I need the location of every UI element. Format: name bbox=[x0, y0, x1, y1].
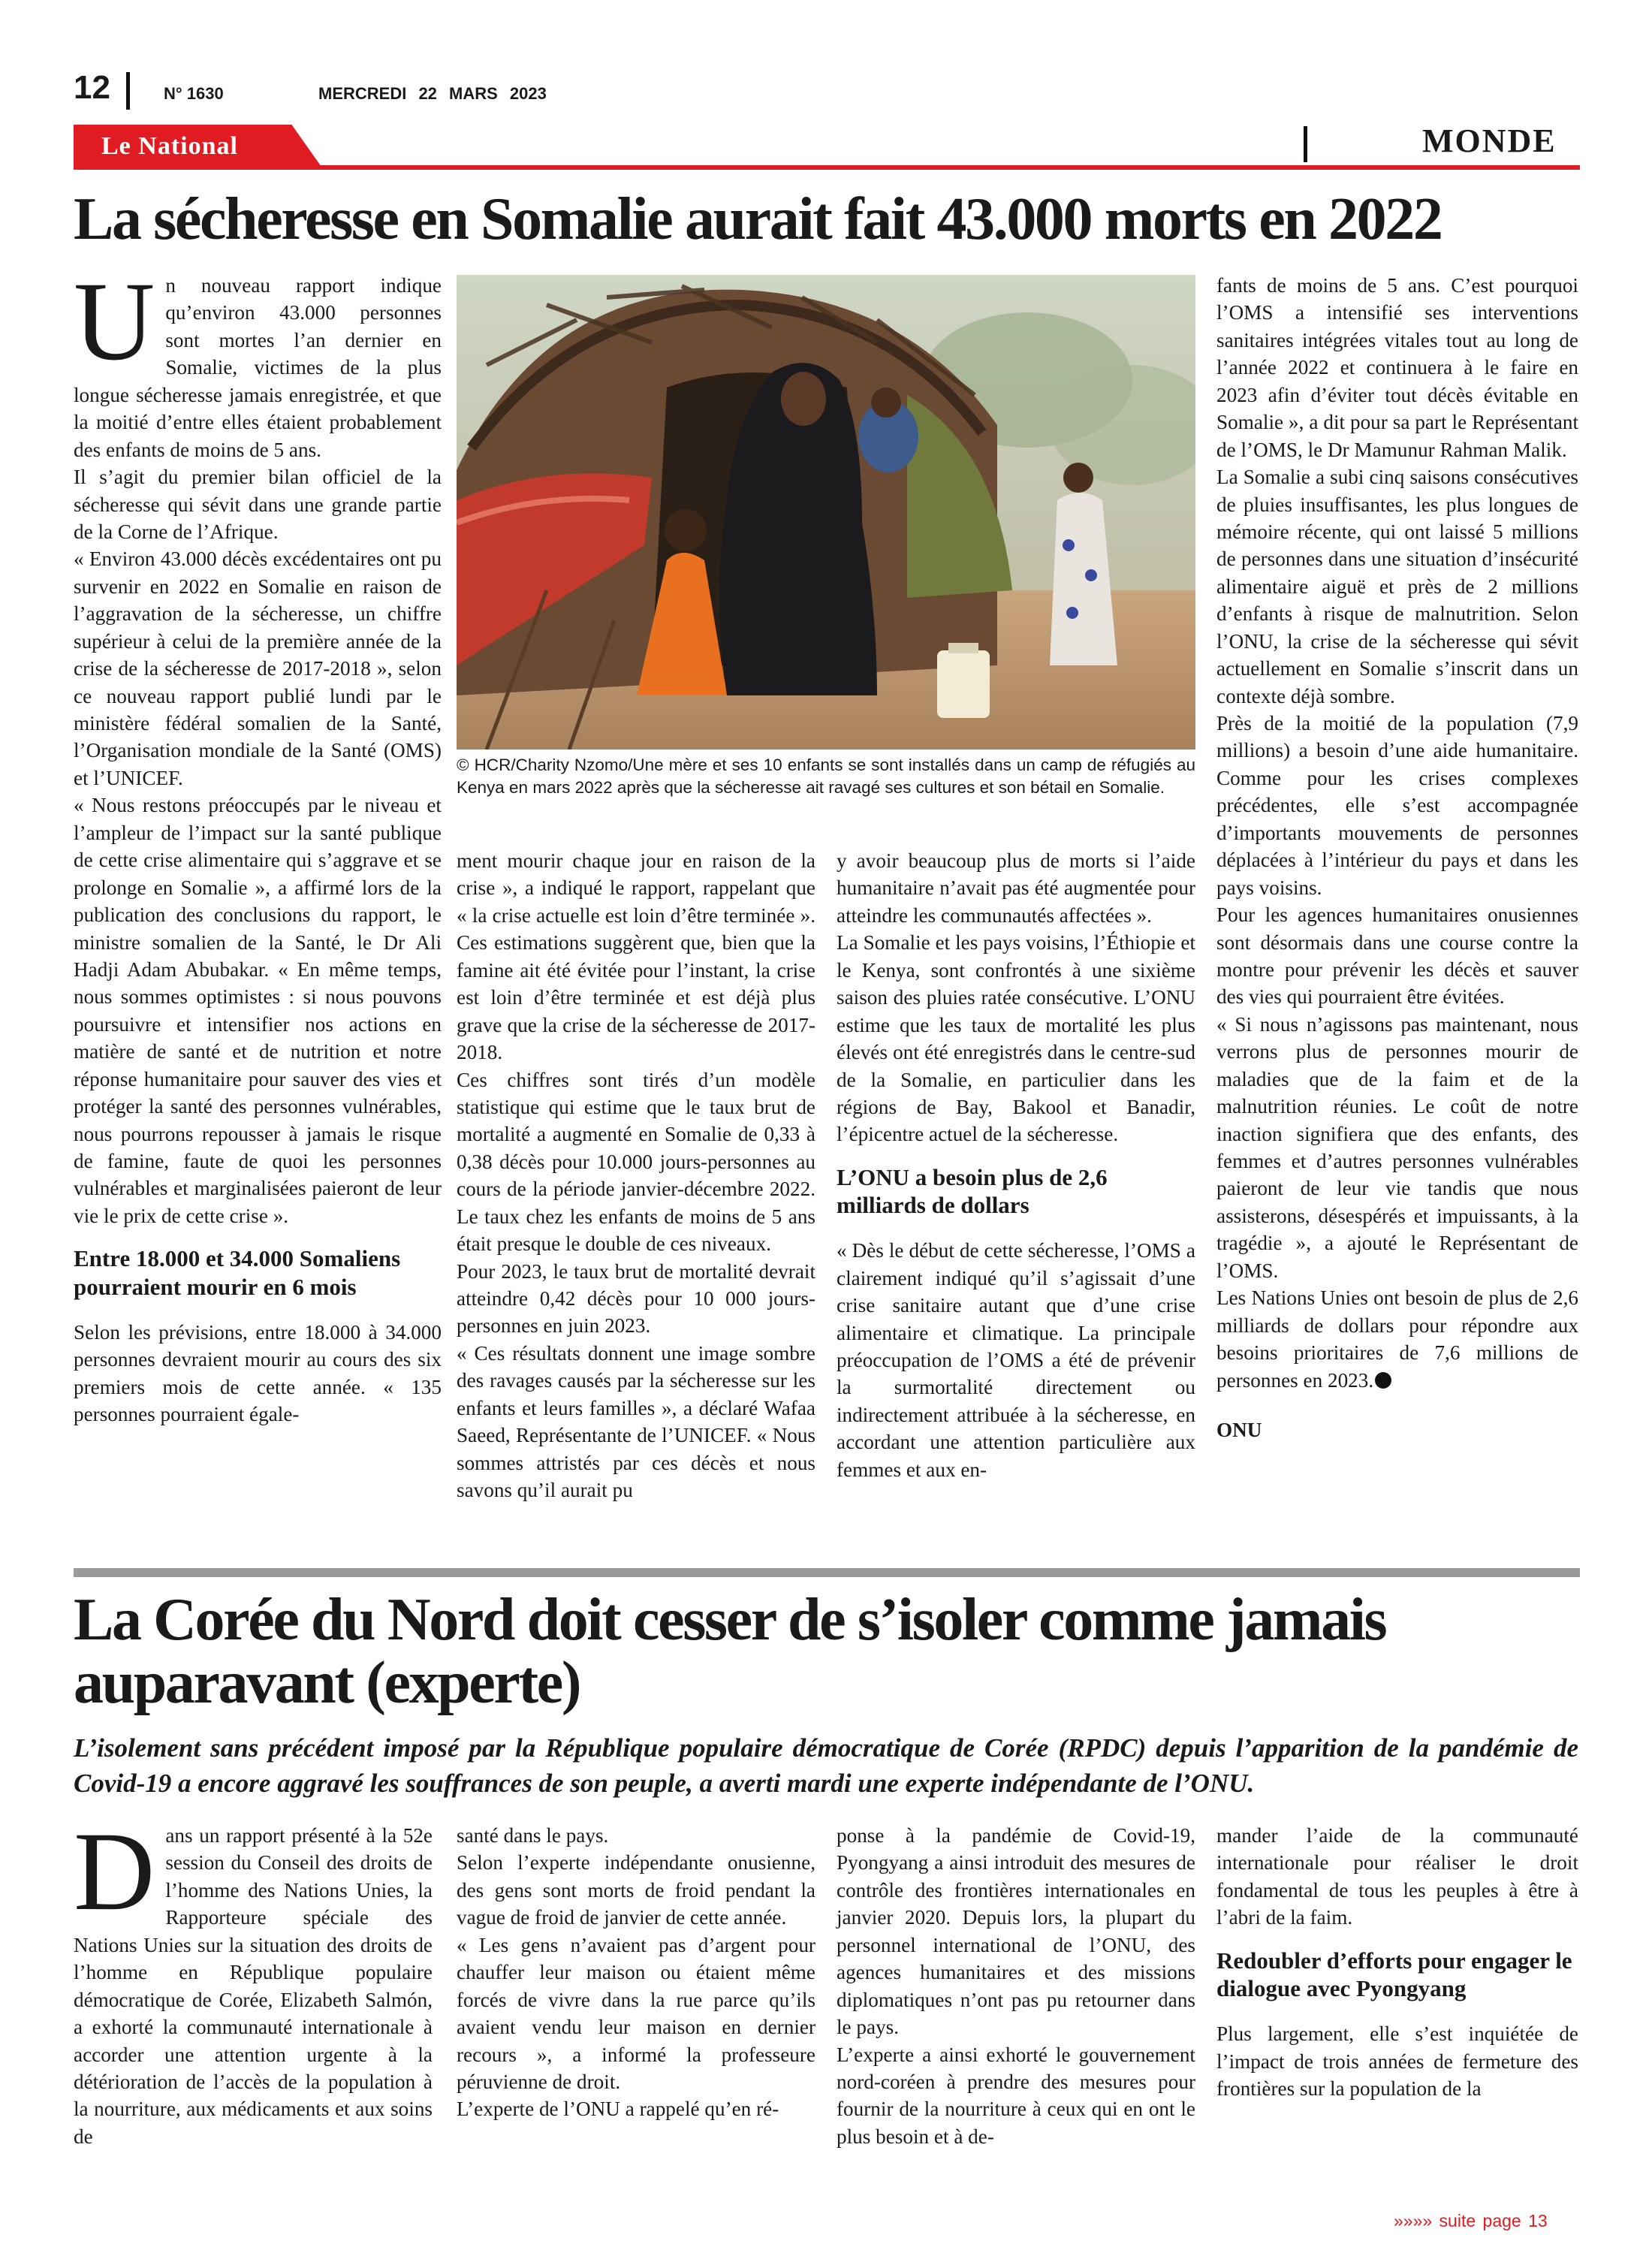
article2-paragraph: « Les gens n’avaient pas d’argent pour chauffer leur maison ou étaient même forcés de vivre dans la rue parce qu’ils avaient vendu leur maison en dernier recours », a informé la professeure péruvienne de droit. bbox=[457, 1933, 815, 2093]
article1-paragraph: Ces chiffres sont tirés d’un modèle statistique qui estime que le taux brut de mortalité a augmenté en Somalie de 0,33 à 0,38 décès pour 10.000 jours-personnes au cours de la période janvier-décembre 2022. Le taux chez les enfants de moins de 5 ans était presque le double de ces niveaux. bbox=[457, 1068, 815, 1256]
article2-paragraph: Plus largement, elle s’est inquiétée de l’impact de trois années de fermeture des frontières sur la population de la bbox=[1216, 2022, 1578, 2100]
article1-paragraph: La Somalie a subi cinq saisons consécutives de pluies insuffisantes, les plus longues de mémoire récente, qui ont laissé 5 millions de personnes dans une situation d’insécurité alimentaire aiguë et près de 2 millions d’enfants à risque de malnutrition. Selon l’ONU, la crise de la sécheresse qui sévit actuellement en Somalie s’inscrit dans un contexte déjà sombre. bbox=[1216, 466, 1578, 707]
article2-column-2 bbox=[457, 1822, 815, 2123]
article1-column-2 bbox=[457, 847, 815, 1504]
article1-subhead: Entre 18.000 et 34.000 Somaliens pourraient mourir en 6 mois bbox=[74, 1245, 401, 1300]
article1-paragraph: Selon les prévisions, entre 18.000 à 34.000 personnes devraient mourir au cours des six premiers mois de cette année. « 135 personnes pourraient égale- bbox=[74, 1320, 442, 1425]
section-title: MONDE bbox=[1422, 122, 1557, 159]
article1-paragraph: fants de moins de 5 ans. C’est pourquoi l’OMS a intensifié ses interventions sanitaires intégrées vitales tout au long de l’année 2022 et continuera à le faire en 2023 afin d’éviter tout décès évitable en Somalie », a dit pour sa part le Représentant de l’OMS, le Dr Mamunur Rahman Malik. bbox=[1216, 274, 1578, 461]
header-rule bbox=[74, 165, 1580, 170]
article1-paragraph: La Somalie et les pays voisins, l’Éthiopie et le Kenya, sont confrontés à une sixième saison des pluies ratée consécutive. L’ONU estime que les taux de mortalité les plus élevés ont été enregistrés dans le centre-sud de la Somalie, en particulier dans les régions de Bay, Bakool et Banadir, l’épicentre actuel de la sécheresse. bbox=[837, 931, 1195, 1146]
article1-paragraph: « Nous restons préoccupés par le niveau et l’ampleur de l’impact sur la santé publique de cette crise alimentaire qui s’aggrave et se prolonge en Somalie », a affirmé lors de la publication des conclusions du rapport, le ministre somalien de la Santé, le Dr Ali Hadji Adam Abubakar. « En même temps, nous sommes optimistes : si nous pouvons poursuivre et intensifier nos actions en matière de santé et de nutrition et notre réponse humanitaire pour sauver des vies et protéger la santé des personnes vulnérables, nous pourrons repousser à jamais le risque de famine, faute de quoi les personnes vulnérables et marginalisées paieront de leur vie le prix de cette crise ». bbox=[74, 794, 442, 1227]
end-of-article-icon bbox=[1375, 1372, 1391, 1389]
article2-paragraph: ans un rapport présenté à la 52e session du Conseil des droits de l’homme des Nations Unies, la Rapporteure spéciale des Nations Unies sur la situation des droits de l’homme en République populaire démocratique de Corée, Elizabeth Salmón, a exhorté la communauté internationale à accorder une attention urgente à la détérioration de l’accès de la population à la nourriture, aux médicaments et aux soins de bbox=[74, 1824, 433, 2148]
continued-on-page-link[interactable]: »»»» suite page 13 bbox=[1394, 2211, 1548, 2230]
article2-paragraph: Selon l’experte indépendante onusienne, des gens sont morts de froid pendant la vague de froid de janvier de cette année. bbox=[457, 1851, 815, 1929]
article1-paragraph: Pour 2023, le taux brut de mortalité devrait atteindre 0,42 décès pour 10 000 jours-personnes en juin 2023. bbox=[457, 1259, 815, 1338]
article1-paragraph: y avoir beaucoup plus de morts si l’aide humanitaire n’avait pas été augmentée pour atteindre les communautés affectées ». bbox=[837, 849, 1195, 927]
article1-paragraph: « Si nous n’agissons pas maintenant, nous verrons plus de personnes mourir de maladies que de la faim et de la malnutrition réunies. Le coût de notre inaction signifiera que des enfants, des femmes et d’autres personnes vulnérables paieront de leur vie tandis que nous assisterons, désespérés et impuissants, à la tragédie », a ajouté le Représentant de l’OMS. bbox=[1216, 1012, 1578, 1282]
article2-paragraph: ponse à la pandémie de Covid-19, Pyongyang a ainsi introduit des mesures de contrôle des frontières internationales en janvier 2020. Depuis lors, la plupart du personnel international de l’ONU, des agences humanitaires et des missions diplomatiques n’ont pas pu retourner dans le pays. bbox=[837, 1824, 1195, 2039]
article2-paragraph: mander l’aide de la communauté internationale pour réaliser le droit fondamental de tous les peuples à être à l’abri de la faim. bbox=[1216, 1824, 1578, 1929]
article1-column-1 bbox=[74, 259, 442, 1428]
section-divider bbox=[1304, 126, 1307, 162]
issue-date: MERCREDI 22 MARS 2023 bbox=[318, 84, 547, 103]
article2-column-3 bbox=[837, 1822, 1195, 2150]
refugee-camp-photo bbox=[457, 275, 1195, 749]
article2-paragraph: L’experte de l’ONU a rappelé qu’en ré- bbox=[457, 2098, 779, 2121]
article1-photo-caption: © HCR/Charity Nzomo/Une mère et ses 10 enfants se sont installés dans un camp de réfugiés au Kenya en mars 2022 après que la sécheresse ait ravagé ses cultures et son bétail en Somalie. bbox=[457, 756, 1195, 797]
article-separator bbox=[74, 1568, 1580, 1577]
article1-dropcap: U bbox=[74, 259, 155, 384]
article1-column-4 bbox=[1216, 272, 1578, 1443]
article2-column-1 bbox=[74, 1809, 433, 2150]
article1-column-3 bbox=[837, 847, 1195, 1483]
page-number: 12 bbox=[74, 69, 110, 106]
article1-paragraph: Près de la moitié de la population (7,9 millions) a besoin d’une aide humanitaire. Comme pour les crises complexes précédentes, elle s’est accompagnée d’importants mouvements de personnes déplacées à l’intérieur du pays et dans les pays voisins. bbox=[1216, 712, 1578, 899]
article1-paragraph: Les Nations Unies ont besoin de plus de 2,6 milliards de dollars pour répondre aux besoins prioritaires de 7,6 millions de personnes en 2023. bbox=[1216, 1286, 1578, 1392]
article1-paragraph: n nouveau rapport indique qu’environ 43.000 personnes sont mortes l’an dernier en Somalie, victimes de la plus longue sécheresse jamais enregistrée, et que la moitié d’entre elles étaient probablement des enfants de moins de 5 ans. bbox=[74, 274, 442, 461]
article2-lead: L’isolement sans précédent imposé par la République populaire démocratique de Corée (RPDC) depuis l’apparition de la pandémie de Covid-19 a encore aggravé les souffrances de son peuple, a averti mardi une experte indépendante de l’ONU. bbox=[74, 1733, 1578, 1798]
article1-headline: La sécheresse en Somalie aurait fait 43.000 morts en 2022 bbox=[74, 186, 1442, 252]
article2-paragraph: L’experte a ainsi exhorté le gouvernement nord-coréen à prendre des mesures pour fournir de la nourriture à ceux qui en ont le plus besoin et à de- bbox=[837, 2043, 1195, 2148]
issue-number: N° 1630 bbox=[164, 84, 224, 103]
article1-paragraph: Il s’agit du premier bilan officiel de la sécheresse qui sévit dans une grande partie de la Corne de l’Afrique. bbox=[74, 466, 442, 543]
article1-subhead: L’ONU a besoin plus de 2,6 milliards de dollars bbox=[837, 1163, 1108, 1218]
header-divider bbox=[126, 72, 130, 110]
article2-subhead: Redoubler d’efforts pour engager le dialogue avec Pyongyang bbox=[1216, 1947, 1572, 2001]
article1-paragraph: ment mourir chaque jour en raison de la crise », a indiqué le rapport, rappelant que « la crise actuelle est loin d’être terminée ». Ces estimations suggèrent que, bien que la famine ait été évitée pour l’instant, la crise est loin d’être terminée et est déjà plus grave que la crise de la sécheresse de 2017-2018. bbox=[457, 849, 815, 1064]
article1-photo bbox=[457, 275, 1195, 749]
article1-signature: ONU bbox=[1216, 1418, 1262, 1441]
article2-column-4 bbox=[1216, 1822, 1578, 2102]
article1-paragraph: « Dès le début de cette sécheresse, l’OMS a clairement indiqué qu’il s’agissait d’une crise sanitaire autant que d’une crise alimentaire et climatique. La principale préoccupation de l’OMS a été de prévenir la surmortalité directement ou indirectement attribuée à la sécheresse, en accordant une attention particulière aux femmes et aux en- bbox=[837, 1239, 1195, 1481]
article1-paragraph: « Ces résultats donnent une image sombre des ravages causés par la sécheresse sur les enfants et leurs familles », a déclaré Wafaa Saeed, Représentante de l’UNICEF. « Nous sommes attristés par ces décès et nous savons qu’il aurait pu bbox=[457, 1341, 815, 1502]
article2-dropcap: D bbox=[74, 1809, 155, 1934]
brand-logo: Le National bbox=[101, 132, 238, 160]
article1-paragraph: Pour les agences humanitaires onusiennes sont désormais dans une course contre la montre pour prévenir les décès et sauver des vies qui pourraient être évitées. bbox=[1216, 903, 1578, 1009]
article2-headline: La Corée du Nord doit cesser de s’isoler comme jamais auparavant (experte) bbox=[74, 1587, 1386, 1716]
article2-paragraph: santé dans le pays. bbox=[457, 1824, 609, 1847]
article1-paragraph: « Environ 43.000 décès excédentaires ont pu survenir en 2022 en Somalie en raison de l’aggravation de la sécheresse, un chiffre supérieur à celui de la première année de la crise de la sécheresse de 2017-2018 », selon ce nouveau rapport publié lundi par le ministère fédéral somalien de la Santé, l’Organisation mondiale de la Santé (OMS) et l’UNICEF. bbox=[74, 547, 442, 789]
